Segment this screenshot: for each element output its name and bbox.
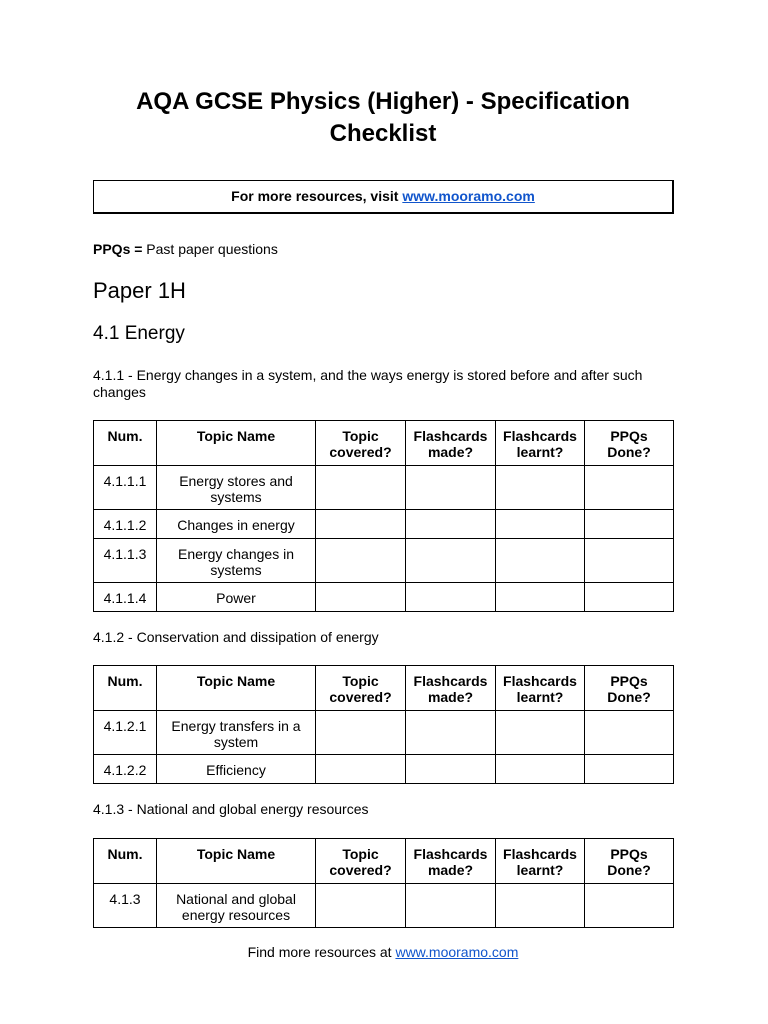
table-header-row [94, 666, 674, 711]
row-topic: Energy changes in systems [157, 539, 316, 583]
cell-covered[interactable] [316, 466, 406, 510]
cell-flash-made[interactable] [406, 755, 496, 784]
subsection-heading: 4.1.3 - National and global energy resources [93, 801, 369, 817]
ppq-meaning: Past paper questions [142, 241, 278, 257]
header-covered: Topic covered? [316, 421, 406, 466]
cell-flash-made[interactable] [406, 711, 496, 755]
footer-text: Find more resources at [247, 944, 396, 960]
cell-ppqs[interactable] [585, 510, 674, 539]
header-flash-made: Flashcards made? [406, 666, 496, 711]
row-topic: Changes in energy [157, 510, 316, 539]
table-header-row [94, 421, 674, 466]
header-flash-made: Flashcards made? [406, 839, 496, 884]
row-topic: Efficiency [157, 755, 316, 784]
ppq-term: PPQs = [93, 241, 143, 257]
row-num: 4.1.2.2 [94, 755, 157, 784]
resources-banner [93, 180, 674, 214]
cell-flash-made[interactable] [406, 583, 496, 612]
header-topic: Topic Name [157, 421, 316, 466]
table-row [94, 510, 674, 539]
cell-flash-learnt[interactable] [496, 466, 585, 510]
header-flash-learnt: Flashcards learnt? [496, 839, 585, 884]
header-ppqs: PPQs Done? [585, 421, 674, 466]
cell-flash-made[interactable] [406, 510, 496, 539]
cell-flash-learnt[interactable] [496, 510, 585, 539]
row-num: 4.1.1.1 [94, 466, 157, 510]
footer-link[interactable]: www.mooramo.com [395, 944, 519, 960]
header-num: Num. [94, 839, 157, 884]
header-num: Num. [94, 666, 157, 711]
row-num: 4.1.1.4 [94, 583, 157, 612]
cell-covered[interactable] [316, 711, 406, 755]
header-covered: Topic covered? [316, 839, 406, 884]
cell-flash-learnt[interactable] [496, 583, 585, 612]
checklist-table [93, 838, 674, 928]
subsection-heading: 4.1.1 - Energy changes in a system, and the ways energy is stored before and after such changes [93, 367, 643, 400]
header-flash-learnt: Flashcards learnt? [496, 666, 585, 711]
paper-heading: Paper 1H [93, 278, 186, 303]
table-row [94, 583, 674, 612]
cell-ppqs[interactable] [585, 711, 674, 755]
row-topic: Energy transfers in a system [157, 711, 316, 755]
header-ppqs: PPQs Done? [585, 839, 674, 884]
banner-link[interactable]: www.mooramo.com [402, 188, 535, 204]
cell-flash-made[interactable] [406, 539, 496, 583]
table-row [94, 539, 674, 583]
row-num: 4.1.1.2 [94, 510, 157, 539]
row-num: 4.1.3 [94, 884, 157, 928]
header-topic: Topic Name [157, 839, 316, 884]
cell-ppqs[interactable] [585, 884, 674, 928]
cell-covered[interactable] [316, 539, 406, 583]
table-row [94, 755, 674, 784]
cell-covered[interactable] [316, 510, 406, 539]
document-title: AQA GCSE Physics (Higher) - Specification Checklist [136, 88, 630, 147]
header-topic: Topic Name [157, 666, 316, 711]
ppq-definition [93, 241, 278, 257]
header-num: Num. [94, 421, 157, 466]
cell-flash-learnt[interactable] [496, 755, 585, 784]
cell-ppqs[interactable] [585, 583, 674, 612]
cell-ppqs[interactable] [585, 755, 674, 784]
cell-flash-made[interactable] [406, 884, 496, 928]
header-flash-learnt: Flashcards learnt? [496, 421, 585, 466]
row-num: 4.1.1.3 [94, 539, 157, 583]
row-topic: National and global energy resources [157, 884, 316, 928]
cell-ppqs[interactable] [585, 466, 674, 510]
table-row [94, 884, 674, 928]
cell-flash-learnt[interactable] [496, 711, 585, 755]
cell-flash-made[interactable] [406, 466, 496, 510]
header-flash-made: Flashcards made? [406, 421, 496, 466]
cell-flash-learnt[interactable] [496, 884, 585, 928]
header-covered: Topic covered? [316, 666, 406, 711]
table-row [94, 711, 674, 755]
cell-covered[interactable] [316, 583, 406, 612]
section-heading: 4.1 Energy [93, 323, 185, 344]
cell-covered[interactable] [316, 884, 406, 928]
table-row [94, 466, 674, 510]
checklist-table [93, 665, 674, 784]
subsection-heading: 4.1.2 - Conservation and dissipation of energy [93, 629, 379, 645]
banner-text: For more resources, visit [231, 188, 403, 204]
table-header-row [94, 839, 674, 884]
row-topic: Power [157, 583, 316, 612]
row-topic: Energy stores and systems [157, 466, 316, 510]
cell-flash-learnt[interactable] [496, 539, 585, 583]
checklist-table [93, 420, 674, 612]
footer [93, 944, 673, 960]
header-ppqs: PPQs Done? [585, 666, 674, 711]
cell-covered[interactable] [316, 755, 406, 784]
row-num: 4.1.2.1 [94, 711, 157, 755]
cell-ppqs[interactable] [585, 539, 674, 583]
